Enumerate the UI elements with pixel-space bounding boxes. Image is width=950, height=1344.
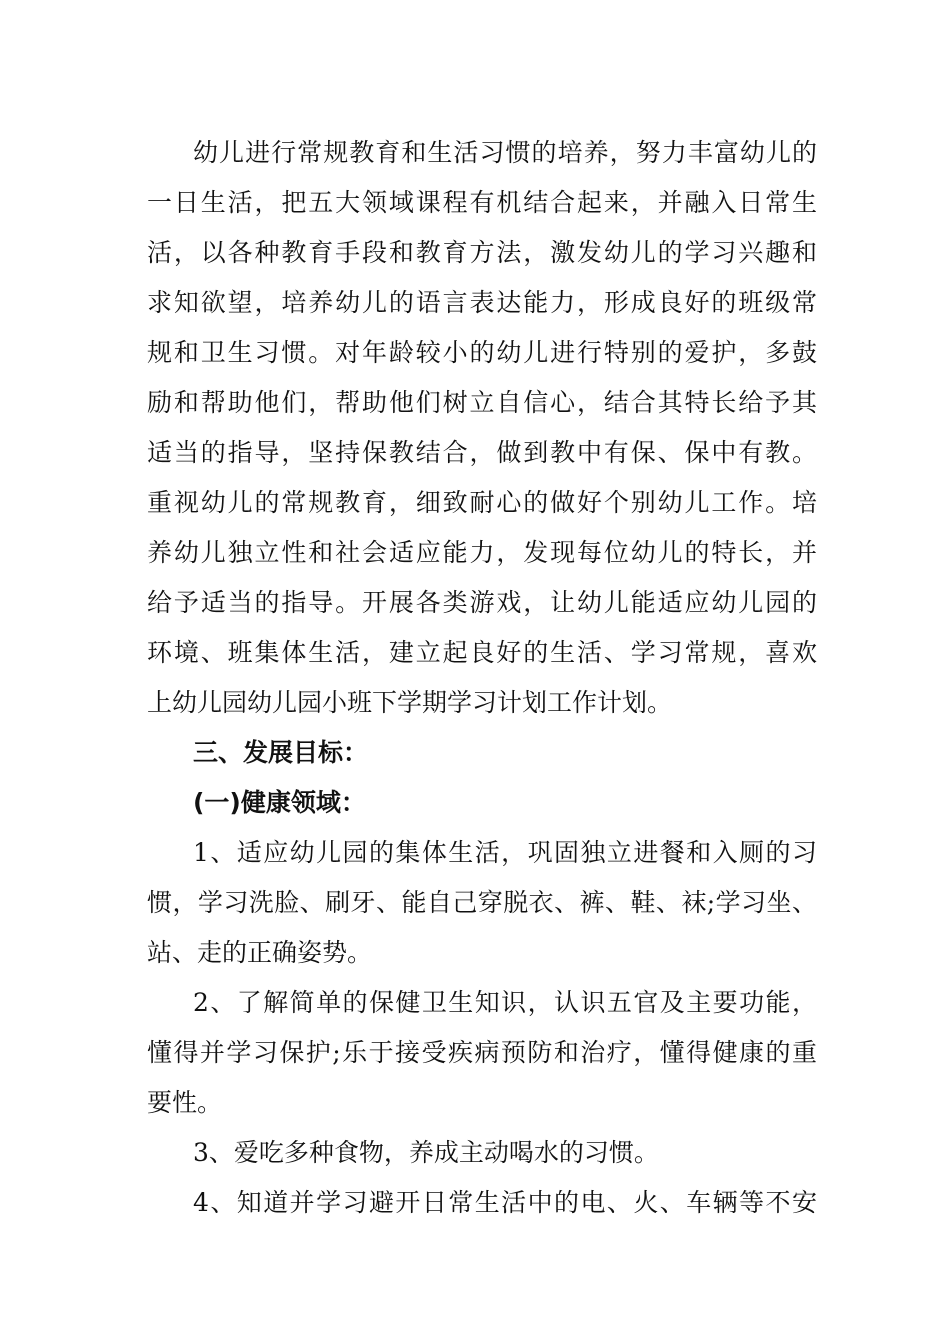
- body-text-line: 重视幼儿的常规教育，细致耐心的做好个别幼儿工作。培: [147, 488, 817, 517]
- body-text-line: 养幼儿独立性和社会适应能力，发现每位幼儿的特长，并: [147, 538, 817, 567]
- body-text-line: 幼儿进行常规教育和生活习惯的培养，努力丰富幼儿的: [193, 138, 817, 167]
- list-item-line: 站、走的正确姿势。: [147, 938, 373, 967]
- list-item-line: 4、知道并学习避开日常生活中的电、火、车辆等不安: [193, 1188, 817, 1217]
- body-text-line: 环境、班集体生活，建立起良好的生活、学习常规，喜欢: [147, 638, 817, 667]
- body-text-line: 给予适当的指导。开展各类游戏，让幼儿能适应幼儿园的: [147, 588, 817, 617]
- body-text-line: 一日生活，把五大领域课程有机结合起来，并融入日常生: [147, 188, 817, 217]
- list-item-line: 2、了解简单的保健卫生知识，认识五官及主要功能，: [193, 988, 817, 1017]
- subsection-heading: (一)健康领域：: [193, 788, 366, 817]
- body-text-line: 规和卫生习惯。对年龄较小的幼儿进行特别的爱护，多鼓: [147, 338, 817, 367]
- body-text-line: 求知欲望，培养幼儿的语言表达能力，形成良好的班级常: [147, 288, 817, 317]
- body-text-line: 上幼儿园幼儿园小班下学期学习计划工作计划。: [147, 688, 673, 717]
- list-item-line: 3、爱吃多种食物，养成主动喝水的习惯。: [193, 1138, 659, 1167]
- list-item-line: 要性。: [147, 1088, 223, 1117]
- section-heading: 三、发展目标：: [193, 738, 369, 767]
- list-item-line: 惯，学习洗脸、刷牙、能自己穿脱衣、裤、鞋、袜;学习坐、: [147, 888, 817, 917]
- body-text-line: 活，以各种教育手段和教育方法，激发幼儿的学习兴趣和: [147, 238, 817, 267]
- list-item-line: 懂得并学习保护;乐于接受疾病预防和治疗，懂得健康的重: [147, 1038, 817, 1067]
- list-item-line: 1、适应幼儿园的集体生活，巩固独立进餐和入厕的习: [193, 838, 817, 867]
- body-text-line: 适当的指导，坚持保教结合，做到教中有保、保中有教。: [147, 438, 817, 467]
- body-text-line: 励和帮助他们，帮助他们树立自信心，结合其特长给予其: [147, 388, 817, 417]
